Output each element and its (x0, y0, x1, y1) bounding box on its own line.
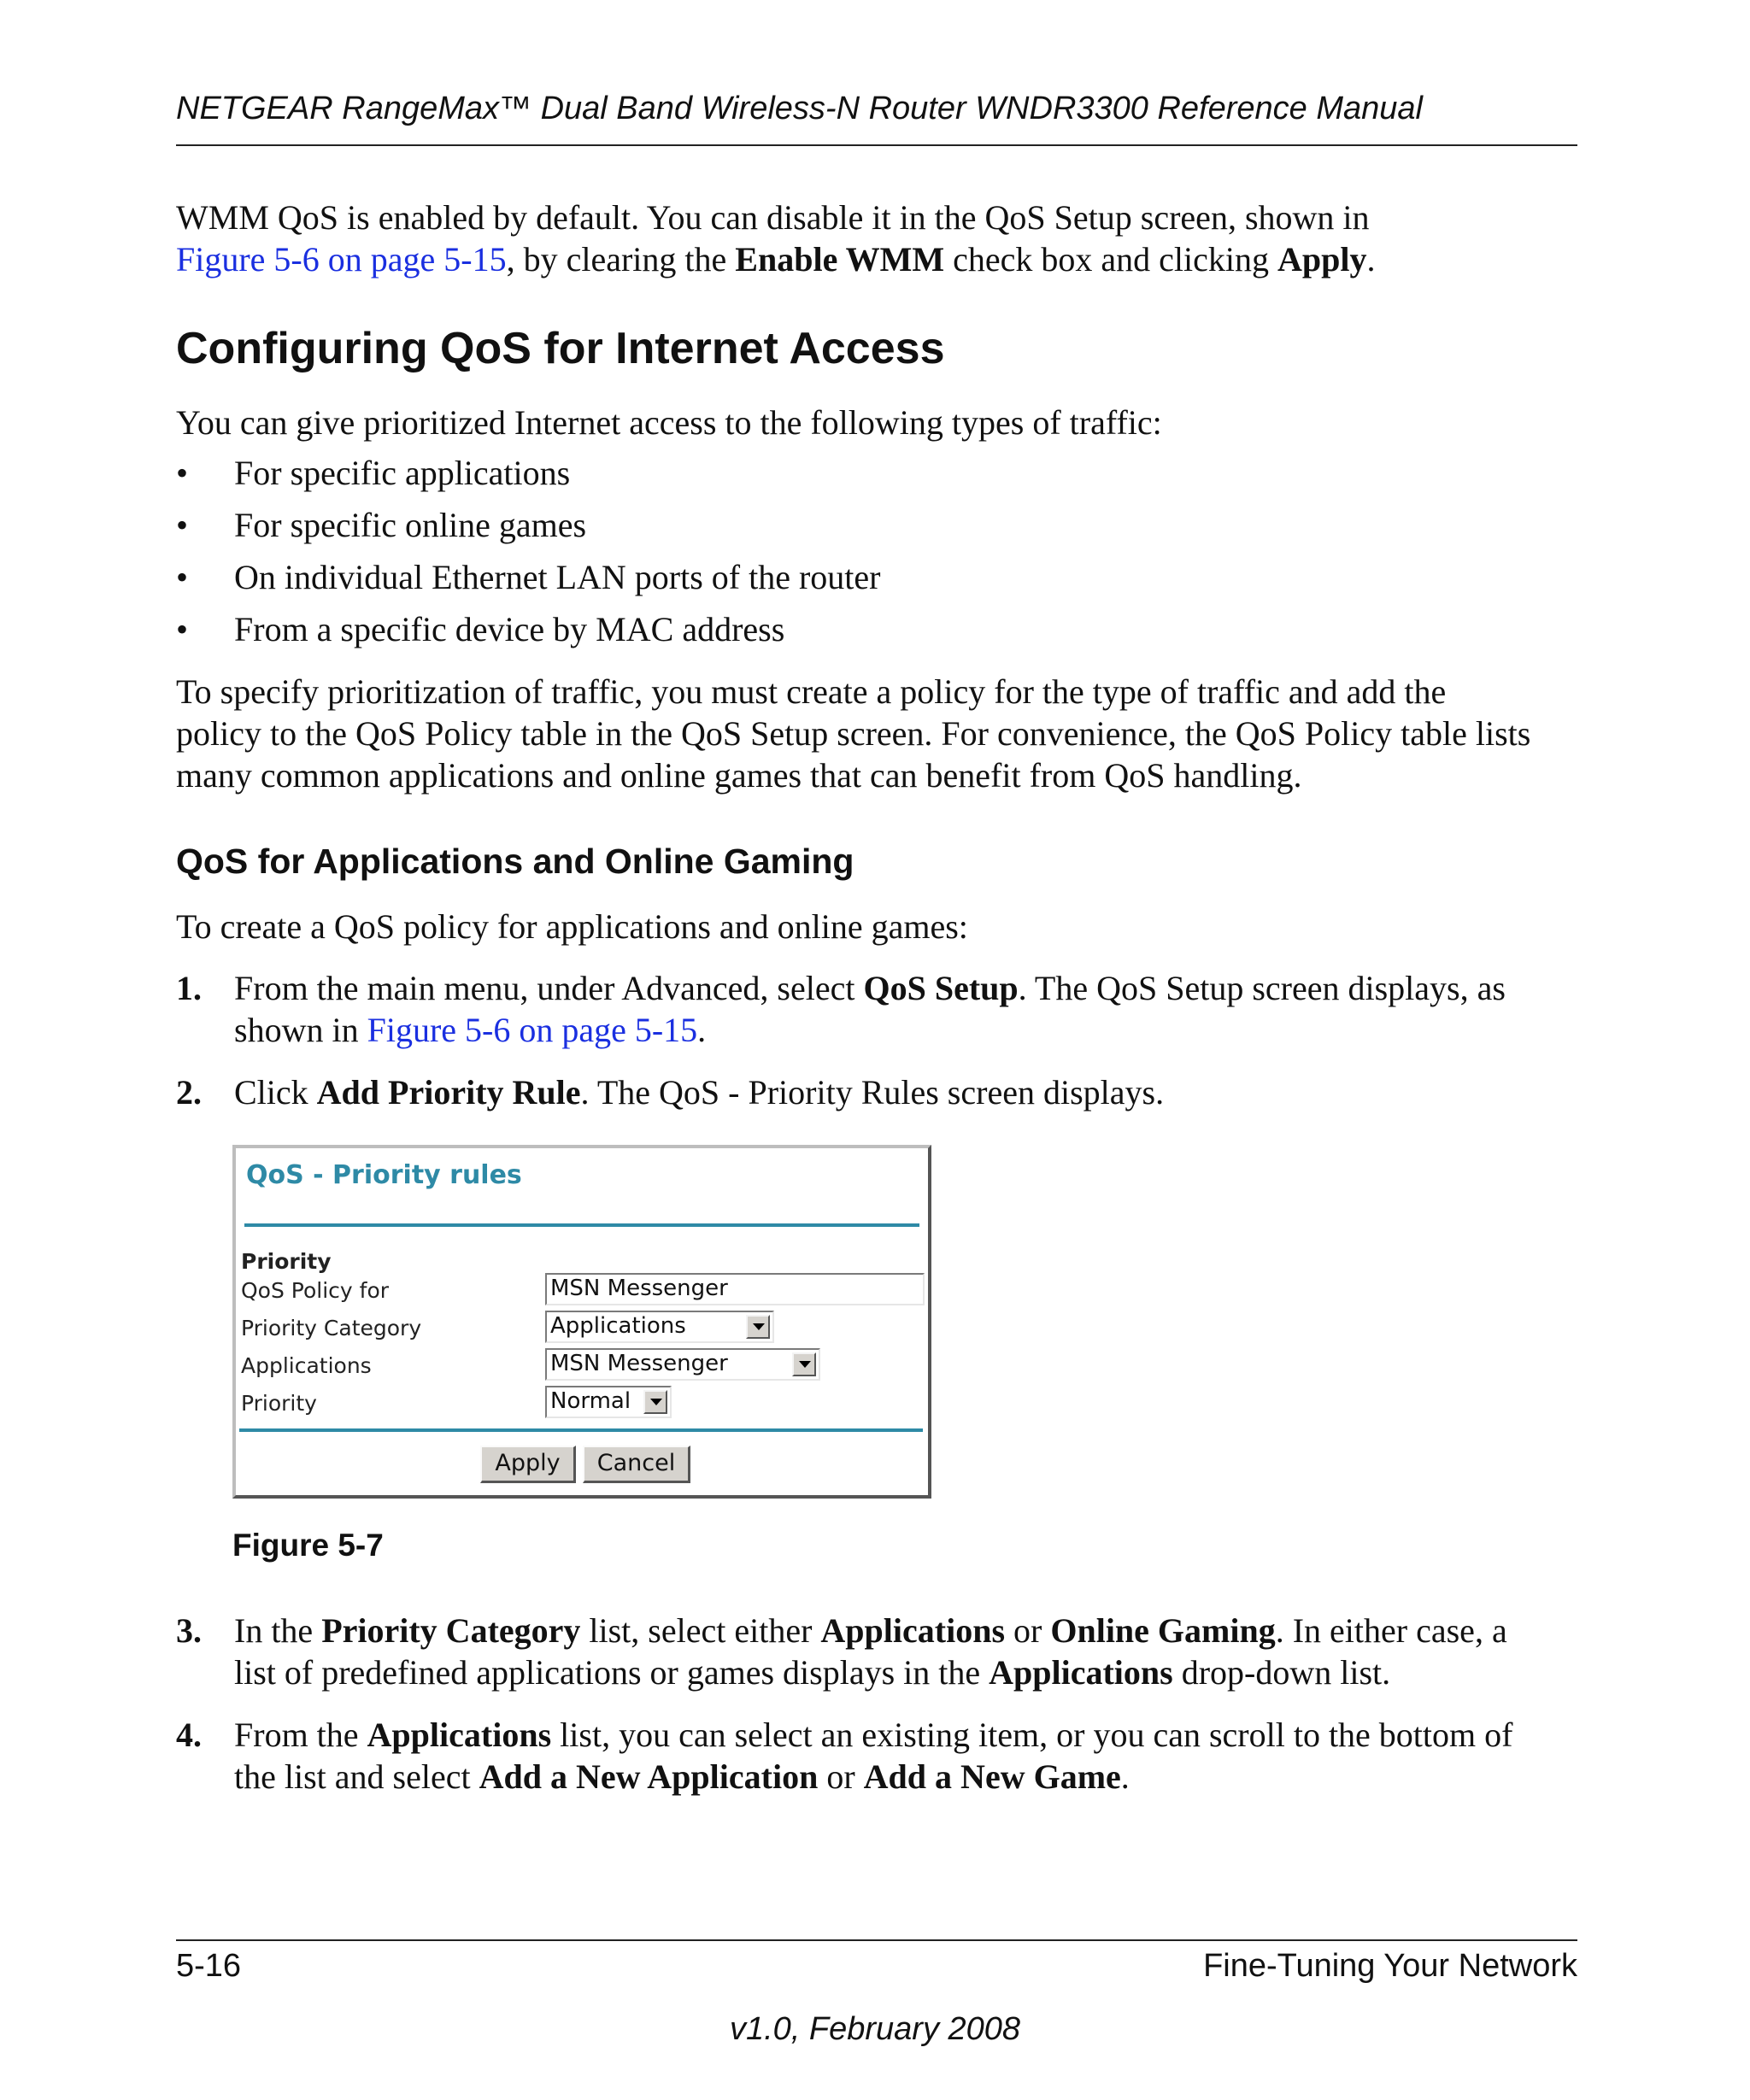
priority-select[interactable]: Normal (545, 1386, 672, 1418)
bullet-glyph: • (176, 610, 189, 648)
running-header: NETGEAR RangeMax™ Dual Band Wireless-N Router WNDR3300 Reference Manual (176, 91, 1423, 126)
intro-line-2: Figure 5-6 on page 5-15, by clearing the Enable WMM check box and clicking Apply. (176, 240, 1376, 279)
subsection-lead: To create a QoS policy for applications and online games: (176, 907, 968, 946)
figure-5-6-link[interactable]: Figure 5-6 on page 5-15 (367, 1011, 698, 1049)
applications-label: Applications (241, 1353, 372, 1378)
traffic-types-list (176, 452, 1577, 660)
prioritization-paragraph: To specify prioritization of traffic, you must create a policy for the type of traffic and add the policy to the QoS Policy table in the QoS Setup screen. For convenience, the QoS Policy table lists many common applications and online games that can benefit from QoS handling. (176, 672, 1531, 795)
chevron-down-icon[interactable] (792, 1352, 816, 1376)
apply-button[interactable]: Apply (480, 1446, 576, 1483)
chevron-down-icon[interactable] (643, 1390, 667, 1414)
qos-policy-for-input[interactable]: MSN Messenger (545, 1273, 925, 1305)
step-1: 1. From the main menu, under Advanced, select QoS Setup. The QoS Setup screen displays, as shown in Figure 5-6 on page 5-15. (176, 969, 1506, 1049)
section-lead: You can give prioritized Internet access to the following types of traffic: (176, 403, 1162, 442)
version-date: v1.0, February 2008 (729, 2011, 1021, 2047)
intro-paragraph (176, 197, 1577, 280)
applications-select[interactable]: MSN Messenger (545, 1348, 820, 1381)
header-rule (176, 144, 1577, 146)
subsection-heading: QoS for Applications and Online Gaming (176, 842, 854, 881)
priority-label: Priority (241, 1391, 317, 1416)
bullet-glyph: • (176, 506, 189, 544)
form-divider (239, 1428, 923, 1432)
footer-rule (176, 1939, 1577, 1941)
step-2: 2. Click Add Priority Rule. The QoS - Priority Rules screen displays. (176, 1073, 1165, 1112)
priority-category-select[interactable]: Applications (545, 1311, 774, 1343)
chevron-down-icon[interactable] (746, 1315, 770, 1339)
priority-category-label: Priority Category (241, 1316, 422, 1340)
cancel-button[interactable]: Cancel (583, 1446, 690, 1483)
qos-priority-rules-screenshot (232, 1145, 931, 1499)
chapter-title: Fine-Tuning Your Network (1203, 1948, 1577, 1984)
intro-line-1: WMM QoS is enabled by default. You can disable it in the QoS Setup screen, shown in (176, 198, 1370, 237)
step-4: 4. From the Applications list, you can select an existing item, or you can scroll to the bottom of the list and select Add a New Application or Add a New Game. (176, 1716, 1513, 1796)
bullet-glyph: • (176, 558, 189, 596)
priority-section-label: Priority (241, 1249, 332, 1274)
list-item: • For specific applications (176, 454, 571, 492)
title-divider (244, 1223, 919, 1227)
figure-caption: Figure 5-7 (232, 1528, 384, 1563)
bullet-glyph: • (176, 454, 189, 492)
section-heading: Configuring QoS for Internet Access (176, 324, 945, 373)
list-item: • On individual Ethernet LAN ports of the router (176, 558, 881, 596)
list-item: • For specific online games (176, 506, 587, 544)
qos-policy-for-label: QoS Policy for (241, 1278, 390, 1303)
step-3: 3. In the Priority Category list, select either Applications or Online Gaming. In either case, a list of predefined applications or games displays in the Applications drop-down list. (176, 1611, 1507, 1692)
screen-title: QoS - Priority rules (246, 1160, 522, 1190)
list-item: • From a specific device by MAC address (176, 610, 785, 648)
page-number: 5-16 (176, 1948, 242, 1984)
figure-5-6-link[interactable]: Figure 5-6 on page 5-15 (176, 240, 507, 279)
